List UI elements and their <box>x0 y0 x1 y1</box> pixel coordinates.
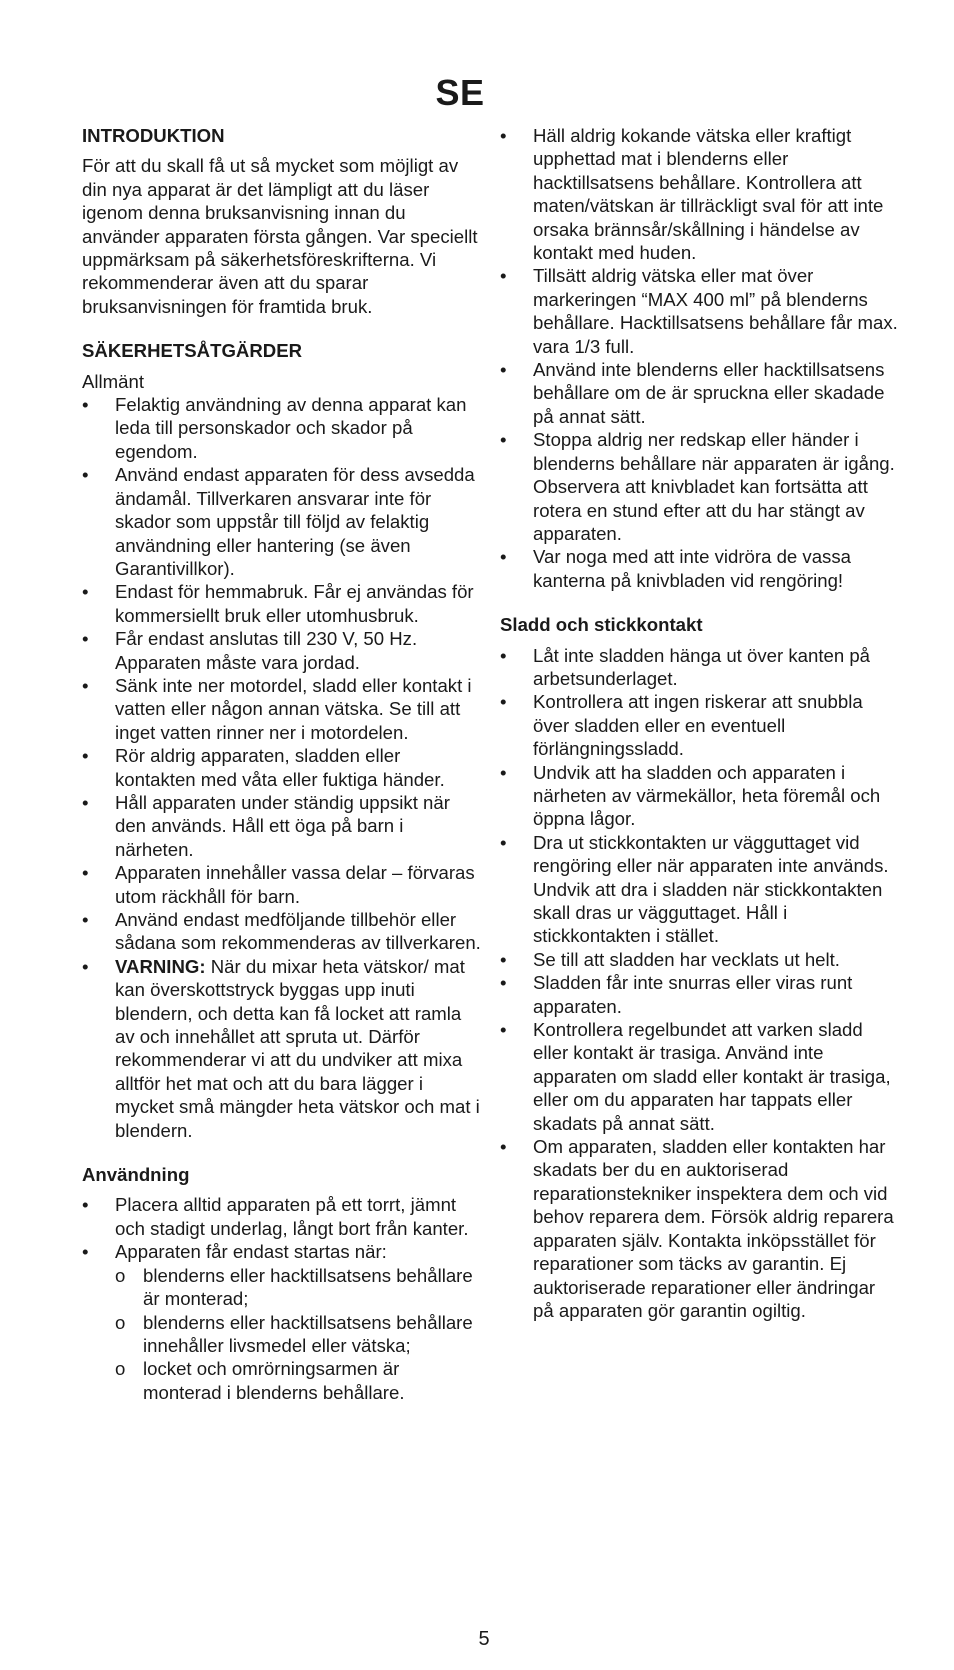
list-item: • Stoppa aldrig ner redskap eller händer i blenderns behållare när apparaten är igång. Observera att knivbladet kan fortsätta att rotera en stund efter att du har stängt av apparaten. <box>500 428 900 545</box>
warning-label: VARNING: <box>115 955 206 977</box>
list-item: • Håll apparaten under ständig uppsikt när den används. Håll ett öga på barn i närheten. <box>82 791 482 861</box>
right-column <box>500 124 900 1322</box>
warning-text: När du mixar heta vätskor/ mat kan överskottstryck byggas upp inuti blendern, och detta kan få locket att ramla av och innehållet att spruta ut. Därför rekommenderar vi att du undviker att mixa alltför het mat och att du bara lägger i mycket små mängder heta vätskor och mat i blendern. <box>115 955 480 1141</box>
safety-heading: SÄKERHETSÅTGÄRDER <box>82 340 303 362</box>
list-item: • Om apparaten, sladden eller kontakten har skadats ber du en auktoriserad reparationstekniker inspektera dem och vid behov reparera dem. Försök aldrig reparera apparaten själv. Kontakta inköpsstället för reparationer som täcks av garantin. Ej auktoriserade reparationer eller ändringar på apparaten gör garantin ogiltig. <box>500 1135 900 1322</box>
cord-heading: Sladd och stickkontakt <box>500 614 703 636</box>
list-item: • Endast för hemmabruk. Får ej användas för kommersiellt bruk eller utomhusbruk. <box>82 580 482 627</box>
list-item: • Sänk inte ner motordel, sladd eller kontakt i vatten eller någon annan vätska. Se till att inget vatten rinner ner i motordelen. <box>82 674 482 744</box>
sub-list-item: o blenderns eller hacktillsatsens behållare innehåller livsmedel eller vätska; <box>115 1311 482 1358</box>
list-item: • Rör aldrig apparaten, sladden eller kontakten med våta eller fuktiga händer. <box>82 744 482 791</box>
usage-sublist <box>115 1264 482 1404</box>
cord-list <box>500 644 900 1323</box>
list-item: • Tillsätt aldrig vätska eller mat över markeringen “MAX 400 ml” på blenderns behållare. Hacktillsatsens behållare får max. vara 1/3 full. <box>500 264 900 358</box>
left-column <box>82 124 482 1404</box>
usage-continued-list <box>500 124 900 592</box>
list-item: • Apparaten innehåller vassa delar – förvaras utom räckhåll för barn. <box>82 861 482 908</box>
usage-heading: Användning <box>82 1164 190 1186</box>
safety-list <box>82 393 482 1142</box>
safety-subheading: Allmänt <box>82 370 145 392</box>
sub-list-item: o blenderns eller hacktillsatsens behållare är monterad; <box>115 1264 482 1311</box>
sub-list-item: o locket och omrörningsarmen är monterad i blenderns behållare. <box>115 1357 482 1404</box>
list-item: • Se till att sladden har vecklats ut helt. <box>500 948 900 971</box>
list-item: • Kontrollera regelbundet att varken sladd eller kontakt är trasiga. Använd inte apparaten om sladd eller kontakt är trasiga, eller om du apparaten har tappats eller skadats på annat sätt. <box>500 1018 900 1135</box>
list-item: • Häll aldrig kokande vätska eller kraftigt upphettad mat i blenderns eller hacktillsatsens behållare. Kontrollera att maten/vätskan är tillräckligt sval för att inte orsaka brännsår/skållning i händelse av kontakt med huden. <box>500 124 900 264</box>
usage-list <box>82 1193 482 1404</box>
list-item: • Undvik att ha sladden och apparaten i närheten av värmekällor, heta föremål och öppna lågor. <box>500 761 900 831</box>
list-item: • Placera alltid apparaten på ett torrt, jämnt och stadigt underlag, långt bort från kanter. <box>82 1193 482 1240</box>
list-item: • Felaktig användning av denna apparat kan leda till personskador och skador på egendom. <box>82 393 482 463</box>
list-item: • Dra ut stickkontakten ur vägguttaget vid rengöring eller när apparaten inte används. Undvik att dra i sladden när stickkontakten skall dras ur vägguttaget. Håll i stickkontakten i stället. <box>500 831 900 948</box>
page-number: 5 <box>478 1628 490 1650</box>
usage-item-text: Apparaten får endast startas när: <box>115 1241 387 1263</box>
intro-paragraph: För att du skall få ut så mycket som möjligt av din nya apparat är det lämpligt att du läser igenom denna bruksanvisning innan du använder apparaten första gången. Var speciellt uppmärksam på säkerhetsföreskrifterna. Vi rekommenderar även att du sparar bruksanvisningen för framtida bruk. <box>82 155 478 317</box>
list-item: • Låt inte sladden hänga ut över kanten på arbetsunderlaget. <box>500 644 900 691</box>
page-title: SE <box>435 72 485 113</box>
list-item <box>82 1240 482 1404</box>
warning-item <box>82 955 482 1142</box>
intro-heading: INTRODUKTION <box>82 125 225 146</box>
list-item: • Använd inte blenderns eller hacktillsatsens behållare om de är spruckna eller skadade på annat sätt. <box>500 358 900 428</box>
list-item: • Får endast anslutas till 230 V, 50 Hz. Apparaten måste vara jordad. <box>82 627 482 674</box>
list-item: • Använd endast medföljande tillbehör eller sådana som rekommenderas av tillverkaren. <box>82 908 482 955</box>
list-item: • Var noga med att inte vidröra de vassa kanterna på knivbladen vid rengöring! <box>500 545 900 592</box>
list-item: • Använd endast apparaten för dess avsedda ändamål. Tillverkaren ansvarar inte för skador som uppstår till följd av felaktig användning eller hantering (se även Garantivillkor). <box>82 463 482 580</box>
list-item: • Sladden får inte snurras eller viras runt apparaten. <box>500 971 900 1018</box>
list-item: • Kontrollera att ingen riskerar att snubbla över sladden eller en eventuell förlängningssladd. <box>500 690 900 760</box>
